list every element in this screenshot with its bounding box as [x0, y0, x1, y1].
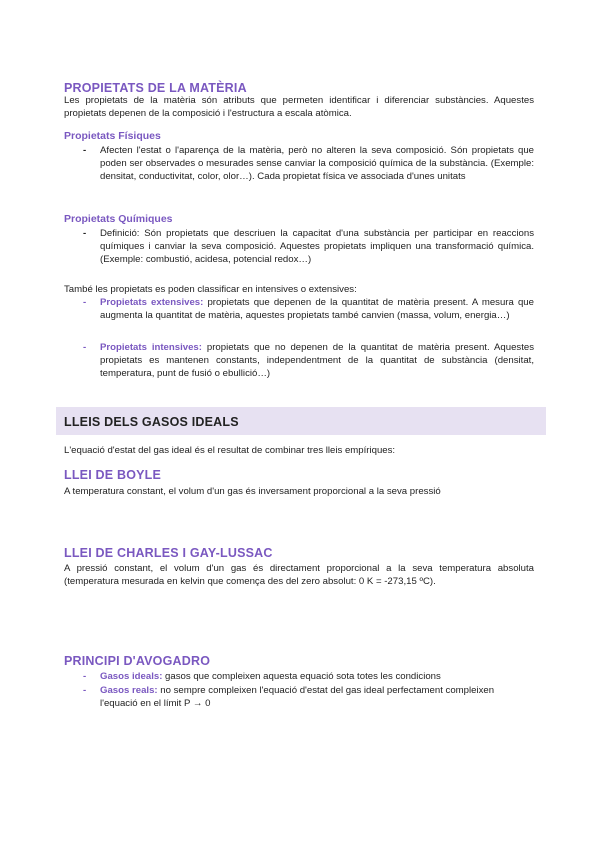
- real-gases-item: [64, 684, 534, 710]
- charles-law-heading: LLEI DE CHARLES I GAY-LUSSAC: [64, 546, 273, 560]
- physical-properties-text: Afecten l'estat o l'aparença de la matèria, però no alteren la seva composició. Són propietats que poden ser observades o mesurades sense canviar la composició química de la substància. (Exemple: densitat, conductivitat, color, olor…). Cada propietat física ve associada d'unes unitats: [100, 145, 534, 182]
- intensive-properties-item: [64, 341, 534, 380]
- chemical-properties-text: Definició: Són propietats que descriuen la capacitat d'una substància per participar en reaccions químiques i canviar la seva composició. Aquestes propietats impliquen una transformació química. (Exemple: combustió, acidesa, potencial redox…): [100, 228, 534, 265]
- boyle-law-heading: LLEI DE BOYLE: [64, 468, 162, 482]
- intensive-properties-text: propietats que no depenen de la quantitat de matèria present. Aquestes propietats es mantenen constants, independentment de la quantitat de substància (densitat, temperatura, punt de fusió o ebullició…): [100, 342, 534, 379]
- gases-intro: L'equació d'estat del gas ideal és el resultat de combinar tres lleis empíriques:: [64, 445, 396, 456]
- bullet-dash: -: [83, 342, 87, 353]
- bullet-dash: -: [83, 671, 87, 682]
- extensive-properties-text: propietats que depenen de la quantitat de matèria present. A mesura que augmenta la quantitat de matèria, aquestes propietats també canvien (massa, volum, energia…): [100, 297, 534, 321]
- physical-properties-heading: Propietats Físiques: [64, 130, 161, 142]
- extensive-properties-term: Propietats extensives:: [100, 297, 204, 308]
- physical-properties-item: [64, 144, 534, 183]
- ideal-gases-term: Gasos ideals:: [100, 671, 163, 682]
- section-title-gases: LLEIS DELS GASOS IDEALS: [64, 415, 239, 429]
- chemical-properties-item: [64, 227, 534, 266]
- real-gases-term: Gasos reals:: [100, 685, 158, 696]
- ideal-gases-item: [64, 670, 534, 683]
- bullet-dash: -: [83, 145, 87, 156]
- intensive-properties-term: Propietats intensives:: [100, 342, 202, 353]
- bullet-dash: -: [83, 228, 87, 239]
- extensive-properties-item: [64, 296, 534, 322]
- boyle-law-text: A temperatura constant, el volum d'un gas és inversament proporcional a la seva pressió: [64, 486, 441, 497]
- avogadro-heading: PRINCIPI D'AVOGADRO: [64, 654, 211, 668]
- chemical-properties-heading: Propietats Químiques: [64, 213, 173, 225]
- matter-intro-paragraph: Les propietats de la matèria són atributs que permeten identificar i diferenciar substàncies. Aquestes propietats depenen de la composició i l'estructura a escala atòmica.: [64, 95, 534, 119]
- real-gases-text: no sempre compleixen l'equació d'estat del gas ideal perfectament compleixen l'equació en el límit P → 0: [100, 685, 495, 709]
- charles-law-text: A pressió constant, el volum d'un gas és directament proporcional a la seva temperatura absoluta (temperatura mesurada en kelvin que comença des del zero absolut: 0 K = -273,15 ºC).: [64, 563, 534, 587]
- ideal-gases-text: gasos que compleixen aquesta equació sota totes les condicions: [162, 671, 441, 682]
- bullet-dash: -: [83, 685, 87, 696]
- bullet-dash: -: [83, 297, 87, 308]
- section-title-matter: PROPIETATS DE LA MATÈRIA: [64, 81, 247, 95]
- classification-intro: També les propietats es poden classificar en intensives o extensives:: [64, 284, 357, 295]
